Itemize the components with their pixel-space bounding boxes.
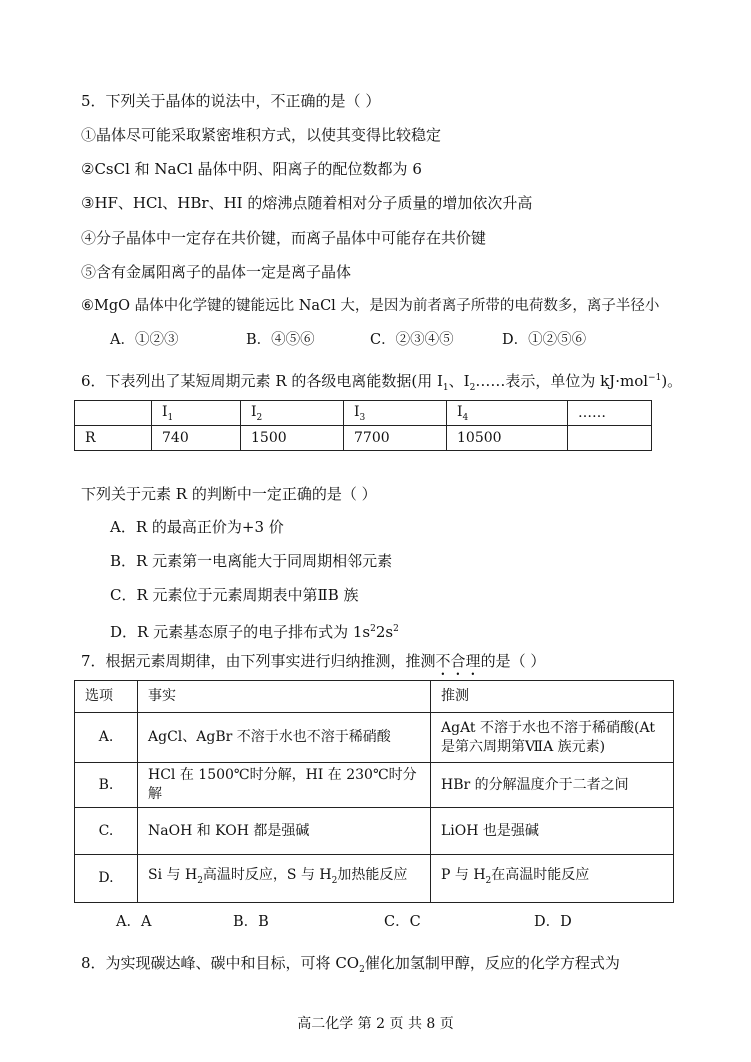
q6-option-d[interactable]: D．R 元素基态原子的电子排布式为 $1s^22s^2$ <box>110 623 399 641</box>
q6-question: 下列关于元素 R 的判断中一定正确的是（ ） <box>81 485 377 503</box>
q6-option-c[interactable]: C．R 元素位于元素周期表中第ⅡB 族 <box>110 586 359 604</box>
q7-options <box>116 912 572 932</box>
table-header-row <box>75 681 674 713</box>
page-footer: 高二化学 第 2 页 共 8 页 <box>297 1016 454 1032</box>
emphasis-text: 不合理 <box>435 652 481 670</box>
table-header-cell: 事实 <box>138 681 431 713</box>
q5-stem: 5．下列关于晶体的说法中，不正确的是（ ） <box>81 92 381 110</box>
q5-item-5: ⑤含有金属阳离子的晶体一定是离子晶体 <box>81 263 352 281</box>
periodic-law-table <box>74 680 674 903</box>
q6-option-a[interactable]: A．R 的最高正价为+3 价 <box>110 518 284 536</box>
table-row <box>75 763 674 808</box>
q8-stem: 8．为实现碳达峰、碳中和目标，可将 $CO_2$催化加氢制甲醇，反应的化学方程式为 <box>81 954 620 975</box>
table-cell: $I_2$ <box>241 401 344 426</box>
table-row <box>75 808 674 855</box>
q7-option-c[interactable]: C．C <box>384 914 421 930</box>
table-header-cell: 选项 <box>75 681 138 713</box>
table-row <box>75 426 652 451</box>
table-row <box>75 713 674 763</box>
table-cell: D. <box>75 855 138 903</box>
q7-option-d[interactable]: D．D <box>534 914 572 930</box>
table-cell: 740 <box>152 426 241 451</box>
table-cell: A. <box>75 713 138 763</box>
table-cell: …… <box>568 401 652 426</box>
table-cell: HBr 的分解温度介于二者之间 <box>431 763 674 808</box>
ionization-energy-table <box>74 400 652 451</box>
q7-option-b[interactable]: B．B <box>233 914 269 930</box>
table-cell <box>568 426 652 451</box>
q5-item-3: ③HF、HCl、HBr、HI 的熔沸点随着相对分子质量的增加依次升高 <box>81 194 533 212</box>
table-cell: NaOH 和 KOH 都是强碱 <box>138 808 431 855</box>
table-cell: C. <box>75 808 138 855</box>
table-cell: 7700 <box>344 426 447 451</box>
q6-option-b[interactable]: B．R 元素第一电离能大于同周期相邻元素 <box>110 552 393 570</box>
q5-options <box>110 330 586 350</box>
q5-option-b[interactable]: B．④⑤⑥ <box>246 332 315 348</box>
q6-stem: 6．下表列出了某短周期元素 R 的各级电离能数据(用 $I_1$、$I_2\dots\dots$表示，单位为 kJ·mol$^{-1}$)。 <box>81 372 683 393</box>
q5-item-4: ④分子晶体中一定存在共价键，而离子晶体中可能存在共价键 <box>81 229 487 247</box>
q5-item-6: ⑥MgO 晶体中化学键的键能远比 NaCl 大，是因为前者离子所带的电荷数多，离子半径小 <box>81 298 660 314</box>
table-cell: AgCl、AgBr 不溶于水也不溶于稀硝酸 <box>138 713 431 763</box>
table-cell: LiOH 也是强碱 <box>431 808 674 855</box>
q7-option-a[interactable]: A．A <box>116 914 152 930</box>
table-row <box>75 855 674 903</box>
table-cell: AgAt 不溶于水也不溶于稀硝酸(At 是第六周期第ⅦA 族元素) <box>431 713 674 763</box>
table-cell: 10500 <box>447 426 568 451</box>
q5-item-2: ②CsCl 和 NaCl 晶体中阴、阳离子的配位数都为 6 <box>81 160 422 178</box>
table-cell: B. <box>75 763 138 808</box>
table-cell: HCl 在 1500℃时分解，HI 在 230℃时分解 <box>138 763 431 808</box>
q7-stem: 7．根据元素周期律，由下列事实进行归纳推测，推测不合理的是（ ） <box>81 652 546 670</box>
table-cell <box>75 401 152 426</box>
table-cell: $I_1$ <box>152 401 241 426</box>
table-cell: Si 与 $H_2$高温时反应，S 与 $H_2$加热能反应 <box>138 855 431 903</box>
table-cell: $I_4$ <box>447 401 568 426</box>
table-cell: $I_3$ <box>344 401 447 426</box>
q5-item-1: ①晶体尽可能采取紧密堆积方式，以使其变得比较稳定 <box>81 126 442 144</box>
table-cell: 1500 <box>241 426 344 451</box>
q5-option-d[interactable]: D．①②⑤⑥ <box>502 332 587 348</box>
table-header-cell: 推测 <box>431 681 674 713</box>
table-header-row <box>75 401 652 426</box>
table-cell: R <box>75 426 152 451</box>
q5-option-c[interactable]: C．②③④⑤ <box>370 332 454 348</box>
table-cell: P 与 $H_2$在高温时能反应 <box>431 855 674 903</box>
q5-option-a[interactable]: A．①②③ <box>110 332 179 348</box>
